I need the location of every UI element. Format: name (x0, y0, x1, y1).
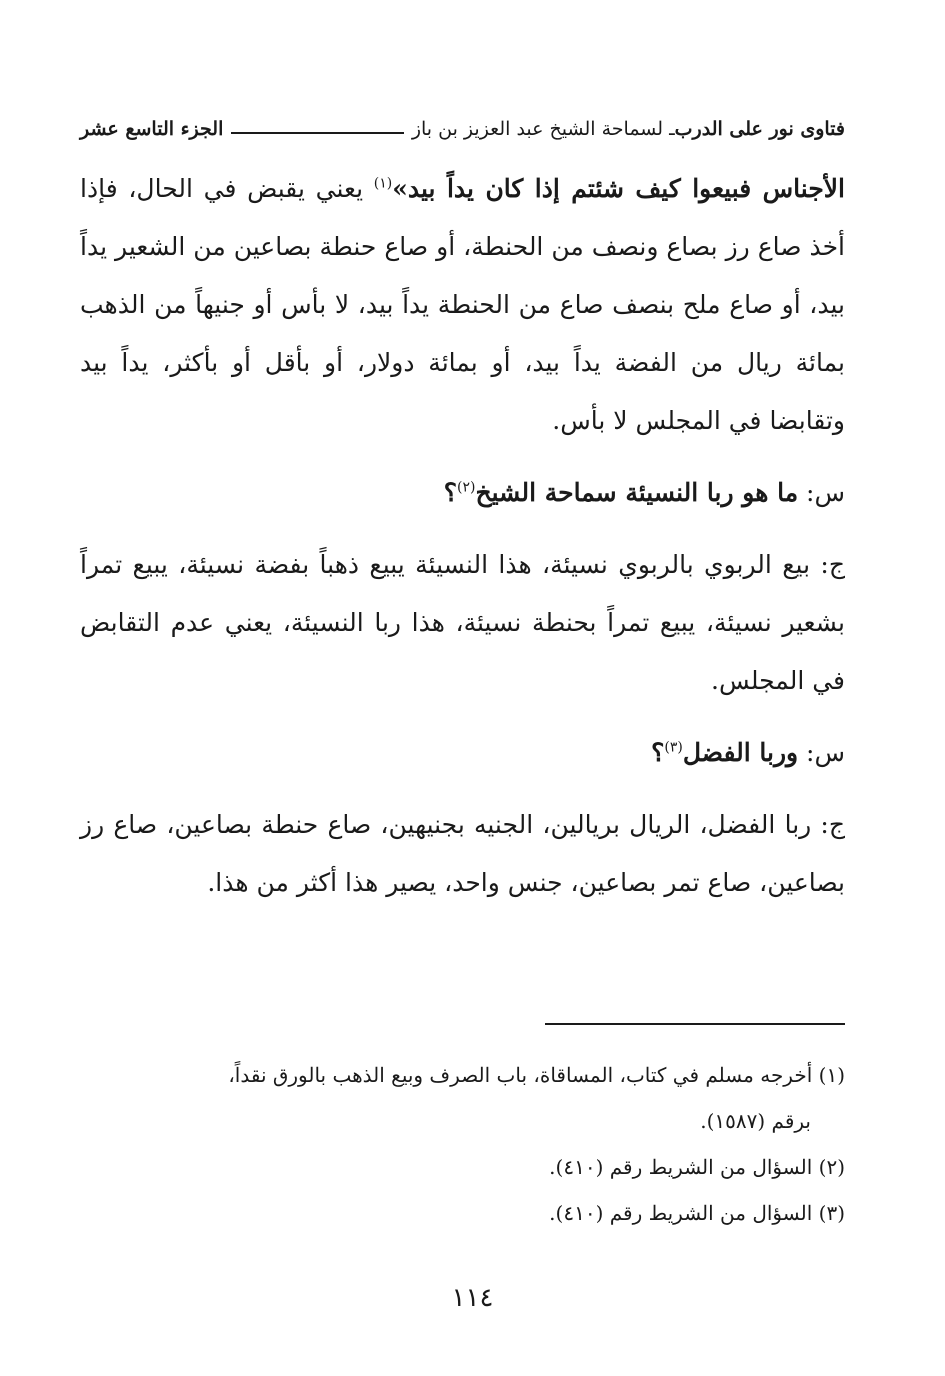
footnote-1-continuation: برقم (١٥٨٧). (700, 1109, 811, 1133)
footnote-ref-2[interactable]: (٢) (457, 479, 476, 496)
footnote-ref-3[interactable]: (٣) (664, 739, 683, 756)
paragraph-continuation (80, 160, 845, 450)
header-rule (231, 132, 403, 134)
footnote-ref-1[interactable]: (١) (373, 175, 393, 192)
question-1 (80, 464, 845, 522)
question-label: س: (798, 738, 845, 767)
footnote-number: (١) (818, 1063, 845, 1087)
footnote-text: السؤال من الشريط رقم (٤١٠). (549, 1155, 813, 1179)
footnote-number: (٢) (818, 1155, 845, 1179)
running-header (80, 112, 845, 146)
header-author: ـ لسماحة الشيخ عبد العزيز بن باز (411, 118, 675, 140)
footnote-3 (80, 1190, 845, 1236)
question-text: ما هو ربا النسيئة سماحة الشيخ (475, 478, 799, 507)
hadith-quote: الأجناس فبيعوا كيف شئتم إذا كان يداً بيد» (392, 174, 845, 203)
footnote-number: (٣) (818, 1201, 845, 1225)
footnote-separator (545, 1023, 845, 1025)
question-mark: ؟ (443, 478, 458, 507)
footnotes (80, 1052, 845, 1236)
answer-2: ج: ربا الفضل، الريال بريالين، الجنيه بجنيهين، صاع حنطة بصاعين، صاع رز بصاعين، صاع تمر بصاعين، جنس واحد، يصير هذا أكثر من هذا. (80, 810, 845, 897)
footnote-2 (80, 1144, 845, 1190)
footnote-1 (80, 1052, 845, 1098)
question-2 (80, 724, 845, 782)
question-mark: ؟ (651, 738, 665, 767)
question-text: وربا الفضل (682, 738, 799, 767)
header-part: الجزء التاسع عشر (80, 118, 224, 140)
page-number: ١١٤ (451, 1283, 494, 1313)
paragraph-text: يعني يقبض في الحال، فإذا أخذ صاع رز بصاع ونصف من الحنطة، أو صاع حنطة بصاعين من الشعير يداً بيد، أو صاع ملح بنصف صاع من الحنطة يداً بيد، لا بأس أو جنيهاً من الذهب بمائة ريال من الفضة يداً بيد، أو بمائة دولار، أو بأقل أو بأكثر، يداً بيد وتقابضا في المجلس لا بأس. (80, 174, 845, 435)
question-label: س: (798, 478, 845, 507)
main-text (80, 160, 845, 912)
footnote-text: السؤال من الشريط رقم (٤١٠). (549, 1201, 813, 1225)
answer-1: ج: بيع الربوي بالربوي نسيئة، هذا النسيئة يبيع ذهباً بفضة نسيئة، يبيع تمراً بشعير نسيئة، يبيع تمراً بحنطة نسيئة، هذا ربا النسيئة، يعني عدم التقابض في المجلس. (80, 550, 845, 695)
footnote-text: أخرجه مسلم في كتاب، المساقاة، باب الصرف وبيع الذهب بالورق نقداً، (228, 1063, 813, 1087)
header-book-title: فتاوى نور على الدرب (674, 118, 845, 140)
